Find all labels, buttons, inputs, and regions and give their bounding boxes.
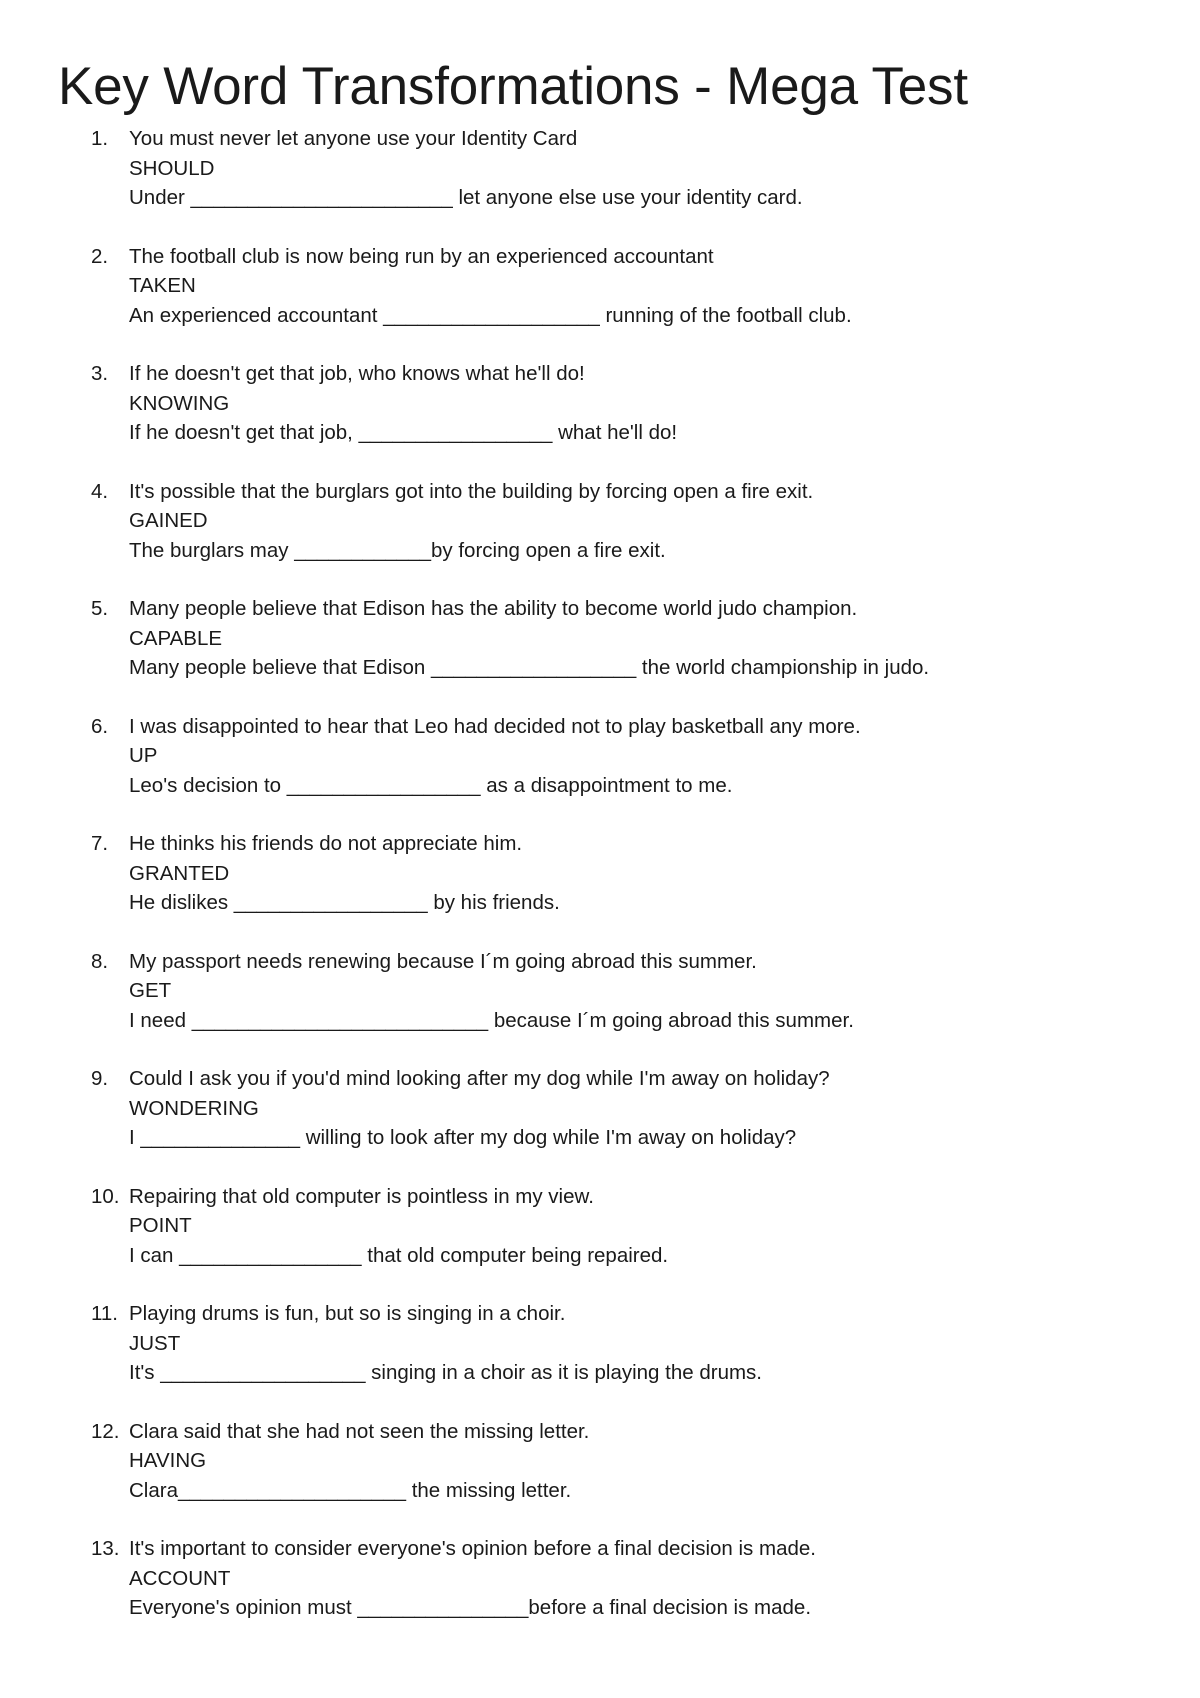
question-item xyxy=(58,1064,1200,1153)
question-item xyxy=(58,477,1200,566)
question-prompt: Everyone's opinion must _______________before a final decision is made. xyxy=(129,1596,812,1619)
question-number: 13. xyxy=(91,1537,120,1560)
question-sentence: He thinks his friends do not appreciate him. xyxy=(129,832,523,855)
question-keyword: SHOULD xyxy=(129,156,215,180)
question-item xyxy=(58,1534,1200,1623)
question-keyword: GAINED xyxy=(129,509,208,532)
question-keyword: WONDERING xyxy=(129,1096,259,1120)
question-sentence: It's possible that the burglars got into the building by forcing open a fire exit. xyxy=(129,479,814,503)
question-sentence: Repairing that old computer is pointless in my view. xyxy=(129,1184,594,1208)
question-number: 9. xyxy=(91,1067,109,1090)
question-prompt: If he doesn't get that job, _________________ what he'll do! xyxy=(129,421,678,444)
question-number: 5. xyxy=(91,597,109,620)
question-number: 3. xyxy=(91,362,109,385)
question-item xyxy=(58,1299,1200,1388)
question-prompt: An experienced accountant ___________________ running of the football club. xyxy=(129,303,852,327)
question-sentence: Could I ask you if you'd mind looking after my dog while I'm away on holiday? xyxy=(129,1067,830,1090)
question-keyword: KNOWING xyxy=(129,391,230,415)
question-number: 7. xyxy=(91,832,109,855)
question-keyword: HAVING xyxy=(129,1449,207,1472)
question-item xyxy=(58,1182,1200,1271)
question-keyword: UP xyxy=(129,744,158,767)
question-sentence: I was disappointed to hear that Leo had decided not to play basketball any more. xyxy=(129,714,861,738)
question-number: 8. xyxy=(91,949,109,973)
question-sentence: If he doesn't get that job, who knows what he'll do! xyxy=(129,362,585,385)
question-keyword: POINT xyxy=(129,1214,192,1237)
question-keyword: TAKEN xyxy=(129,274,196,297)
question-prompt: Leo's decision to _________________ as a disappointment to me. xyxy=(129,773,733,797)
question-item xyxy=(58,124,1200,213)
question-number: 11. xyxy=(91,1302,118,1325)
question-item xyxy=(58,712,1200,801)
question-sentence: You must never let anyone use your Identity Card xyxy=(129,127,578,150)
question-list xyxy=(58,124,1200,1623)
question-item xyxy=(58,947,1200,1036)
question-sentence: Many people believe that Edison has the ability to become world judo champion. xyxy=(129,597,858,620)
question-sentence: It's important to consider everyone's opinion before a final decision is made. xyxy=(129,1537,816,1560)
question-prompt: It's __________________ singing in a choir as it is playing the drums. xyxy=(129,1361,762,1384)
question-number: 12. xyxy=(91,1419,120,1443)
question-keyword: CAPABLE xyxy=(129,626,223,650)
question-item xyxy=(58,1417,1200,1506)
question-item xyxy=(58,242,1200,331)
question-number: 6. xyxy=(91,714,109,738)
question-item xyxy=(58,359,1200,448)
question-keyword: GRANTED xyxy=(129,861,230,885)
question-prompt: Clara____________________ the missing letter. xyxy=(129,1478,572,1502)
question-sentence: Clara said that she had not seen the missing letter. xyxy=(129,1419,590,1443)
question-prompt: He dislikes _________________ by his friends. xyxy=(129,891,560,914)
question-keyword: JUST xyxy=(129,1331,181,1355)
question-sentence: The football club is now being run by an experienced accountant xyxy=(129,244,714,268)
question-sentence: My passport needs renewing because I´m going abroad this summer. xyxy=(129,949,757,973)
question-prompt: Under _______________________ let anyone else use your identity card. xyxy=(129,186,803,209)
question-prompt: I need __________________________ because I´m going abroad this summer. xyxy=(129,1008,854,1032)
question-item xyxy=(58,594,1200,683)
question-prompt: The burglars may ____________by forcing open a fire exit. xyxy=(129,538,666,562)
question-number: 1. xyxy=(91,127,109,150)
question-number: 2. xyxy=(91,244,109,268)
question-prompt: I ______________ willing to look after my dog while I'm away on holiday? xyxy=(129,1126,797,1149)
question-prompt: Many people believe that Edison __________________ the world championship in judo. xyxy=(129,656,930,679)
question-prompt: I can ________________ that old computer being repaired. xyxy=(129,1243,669,1267)
question-number: 10. xyxy=(91,1184,120,1208)
question-keyword: GET xyxy=(129,979,172,1002)
question-item xyxy=(58,829,1200,918)
question-sentence: Playing drums is fun, but so is singing in a choir. xyxy=(129,1302,566,1325)
question-number: 4. xyxy=(91,479,109,503)
question-keyword: ACCOUNT xyxy=(129,1566,231,1590)
page-title: Key Word Transformations - Mega Test xyxy=(58,57,968,116)
